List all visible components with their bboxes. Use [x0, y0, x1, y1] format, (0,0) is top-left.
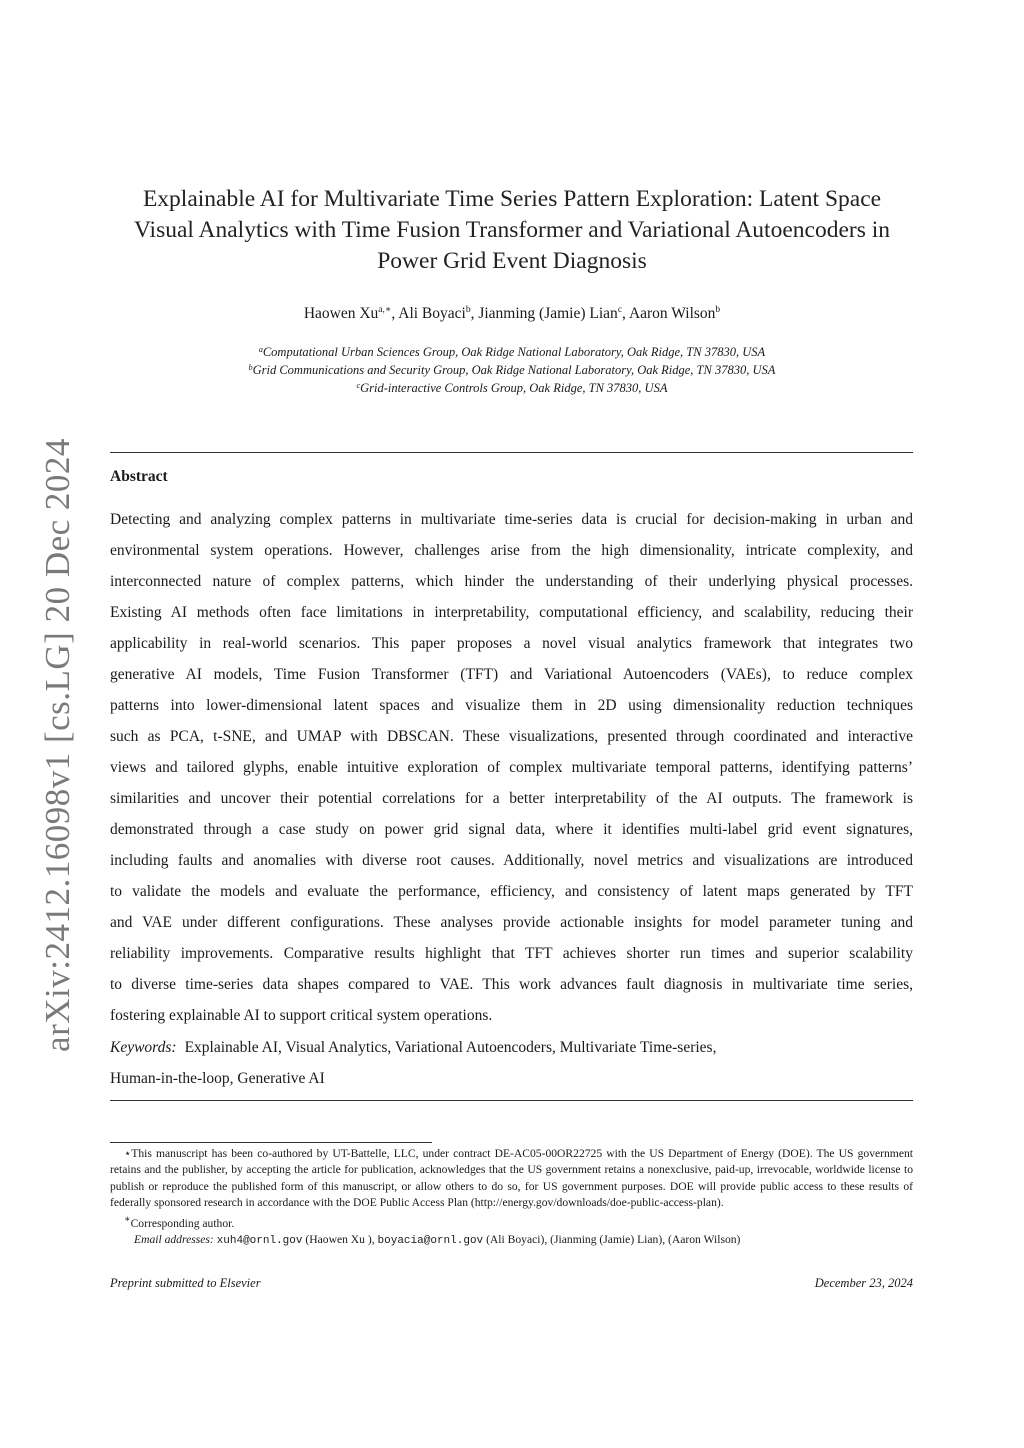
email-footnote: [110, 1232, 913, 1249]
abstract-top-rule: [110, 452, 913, 453]
email-link[interactable]: boyacia@ornl.gov: [377, 1234, 484, 1247]
abstract-line: applicability in real-world scenarios. This paper proposes a novel visual analytics framework that integrates two: [110, 635, 913, 652]
email-owner: (Jianming (Jamie) Lian),: [550, 1232, 666, 1246]
abstract-body: [110, 504, 913, 1031]
author-affil-mark: b: [465, 305, 471, 315]
email-link[interactable]: xuh4@ornl.gov: [216, 1234, 303, 1247]
author-name: Aaron Wilson: [628, 305, 716, 322]
abstract-line: to diverse time-series data shapes compared to VAE. This work advances fault diagnosis in multivariate time series,: [110, 976, 913, 993]
funding-footnote: [110, 1146, 913, 1212]
abstract-line: similarities and uncover their potential correlations for a better interpretability of the AI outputs. The framework is: [110, 790, 913, 807]
footer-journal: Preprint submitted to Elsevier: [110, 1276, 261, 1290]
abstract-line: such as PCA, t-SNE, and UMAP with DBSCAN. These visualizations, presented through coordinated and interactive: [110, 728, 913, 745]
email-label: Email addresses:: [134, 1232, 214, 1246]
keywords-line: Human-in-the-loop, Generative AI: [110, 1070, 325, 1087]
keywords-text: Explainable AI, Visual Analytics, Variational Autoencoders, Multivariate Time-series,: [184, 1039, 717, 1056]
abstract-line: patterns into lower-dimensional latent spaces and visualize them in 2D using dimensionality reduction techniques: [110, 697, 913, 714]
affiliation: $^a$Computational Urban Sciences Group, Oak Ridge National Laboratory, Oak Ridge, TN 37830, USA: [258, 345, 766, 359]
author-list: Haowen $Xu^{a,∗}$, Ali Boyaci$^b$, Jianming (Jamie) Lian$^c$, Aaron Wilson$^b$: [303, 305, 721, 322]
abstract-line: to validate the models and evaluate the performance, efficiency, and consistency of latent maps generated by TFT: [110, 883, 913, 900]
affiliation: $^c$Grid-interactive Controls Group, Oak Ridge, TN 37830, USA: [356, 381, 668, 395]
abstract-line: Detecting and analyzing complex patterns in multivariate time-series data is crucial for decision-making in urban and: [110, 511, 913, 528]
arxiv-identifier: arXiv:2412.16098v1 [cs.LG] 20 Dec 2024: [38, 438, 77, 1052]
footnote-rule: [110, 1142, 432, 1143]
abstract-line: demonstrated through a case study on power grid signal data, where it identifies multi-label grid event signatures,: [110, 821, 913, 838]
abstract-heading: Abstract: [110, 468, 168, 485]
title-line: Visual Analytics with Time Fusion Transformer and Variational Autoencoders in: [134, 217, 890, 243]
footnotes: [110, 1146, 913, 1249]
abstract-line: views and tailored glyphs, enable intuitive exploration of complex multivariate temporal patterns, identifying patterns’: [110, 759, 913, 776]
abstract-line: interconnected nature of complex patterns, which hinder the understanding of their underlying physical processes.: [110, 573, 913, 590]
keywords-label: Keywords:: [110, 1039, 177, 1056]
author-affil-mark: b: [715, 305, 721, 315]
author-affil-mark: a,∗: [378, 305, 392, 315]
funding-footnote-text: This manuscript has been co-authored by UT-Battelle, LLC, under contract DE-AC05-00OR22725 with the US Department of Energy (DOE). The US government retains and the publisher, by accepting the article for publication, acknowledges that the US government retains a nonexclusive, paid-up, irrevocable, worldwide license to publish or reproduce the published form of this manuscript, or allow others to do so, for US government purposes. DOE will provide public access to these results of federally sponsored research in accordance with the DOE Public Access Plan (http://energy.gov/downloads/doe-public-access-plan).: [110, 1147, 913, 1210]
abstract-line: generative AI models, Time Fusion Transformer (TFT) and Variational Autoencoders (VAEs), to reduce complex: [110, 666, 913, 683]
author-name: Haowen Xu: [303, 305, 379, 322]
corresponding-footnote: ∗Corresponding author.: [124, 1213, 235, 1230]
title-line: Power Grid Event Diagnosis: [377, 248, 647, 274]
abstract-line: Existing AI methods often face limitations in interpretability, computational efficiency, and scalability, reducing their: [110, 604, 913, 621]
email-owner: (Ali Boyaci),: [486, 1232, 548, 1246]
keywords-line: [110, 1032, 913, 1063]
author-name: Jianming (Jamie) Lian: [478, 305, 618, 322]
abstract-bottom-rule: [110, 1100, 913, 1101]
affiliation: $^b$Grid Communications and Security Group, Oak Ridge National Laboratory, Oak Ridge, TN 37830, USA: [248, 363, 776, 377]
affiliations: [100, 342, 924, 396]
author-affil-mark: c: [617, 305, 623, 315]
email-owner: (Aaron Wilson): [668, 1232, 741, 1246]
abstract-line: reliability improvements. Comparative results highlight that TFT achieves shorter run times and superior scalability: [110, 945, 913, 962]
author-name: Ali Boyaci: [398, 305, 466, 322]
email-owner: (Haowen Xu ),: [305, 1232, 375, 1246]
abstract-line: fostering explainable AI to support critical system operations.: [110, 1007, 493, 1024]
footnote-star-mark: ⋆: [124, 1147, 132, 1160]
title-line: Explainable AI for Multivariate Time Series Pattern Exploration: Latent Space: [142, 186, 882, 212]
footer-date: December 23, 2024: [814, 1276, 913, 1290]
paper-title: [100, 184, 924, 277]
abstract-line: including faults and anomalies with diverse root causes. Additionally, novel metrics and visualizations are introduced: [110, 852, 913, 869]
keywords: [110, 1032, 913, 1094]
abstract-line: and VAE under different configurations. These analyses provide actionable insights for model parameter tuning and: [110, 914, 913, 931]
abstract-line: environmental system operations. However, challenges arise from the high dimensionality, intricate complexity, and: [110, 542, 913, 559]
